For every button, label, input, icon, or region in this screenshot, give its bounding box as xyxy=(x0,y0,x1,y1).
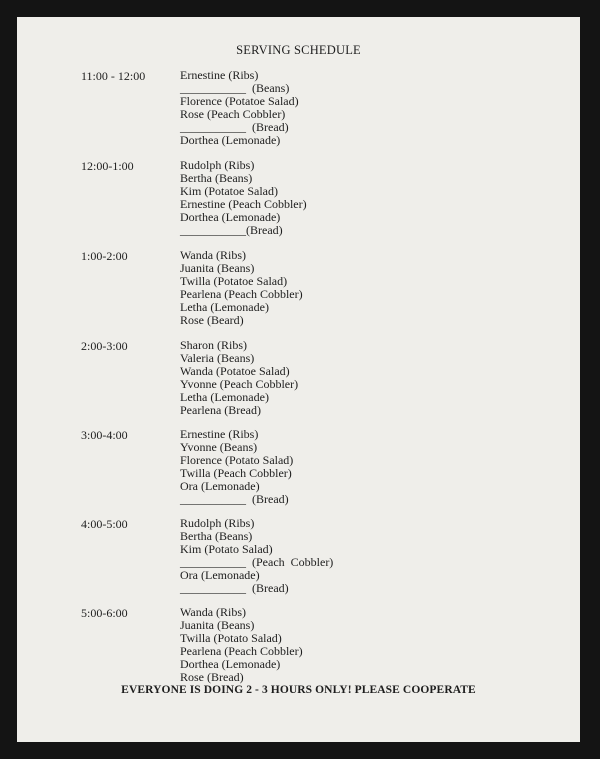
slot-entry: Florence (Potato Salad) xyxy=(180,452,294,467)
slot-entry: Valeria (Beans) xyxy=(180,350,255,365)
slot-entry: Florence (Potatoe Salad) xyxy=(180,93,299,108)
slot-entry: Pearlena (Peach Cobbler) xyxy=(180,643,303,658)
slot-entries xyxy=(180,517,333,594)
slot-entry: ___________ (Beans) xyxy=(180,80,290,95)
slot-entry: Ernestine (Peach Cobbler) xyxy=(180,196,307,211)
slot-entry: Ora (Lemonade) xyxy=(180,478,260,493)
slot-entry: Twilla (Potatoe Salad) xyxy=(180,273,288,288)
slot-entry: Ernestine (Ribs) xyxy=(180,427,259,441)
slot-entries xyxy=(180,249,303,326)
slot-entry: Wanda (Ribs) xyxy=(180,248,247,262)
slot-entry: ___________ (Bread) xyxy=(180,580,289,595)
slot-entries xyxy=(180,606,303,683)
slot-entry: Ernestine (Ribs) xyxy=(180,68,259,82)
slot-entries xyxy=(180,339,298,416)
page-title: SERVING SCHEDULE xyxy=(236,43,361,57)
slot-entry: Dorthea (Lemonade) xyxy=(180,209,281,224)
slot-entry: Wanda (Ribs) xyxy=(180,605,247,619)
slot-entry: Ora (Lemonade) xyxy=(180,567,260,582)
slot-entry: Yvonne (Peach Cobbler) xyxy=(180,376,299,391)
slot-entry: Rudolph (Ribs) xyxy=(180,158,255,172)
slot-entry: ___________(Bread) xyxy=(180,222,283,237)
footer-notice: EVERYONE IS DOING 2 - 3 HOURS ONLY! PLEASE COOPERATE xyxy=(121,684,476,696)
slot-time: 1:00-2:00 xyxy=(81,249,128,263)
slot-entry: Pearlena (Bread) xyxy=(180,402,261,417)
slot-entry: Rose (Bread) xyxy=(180,669,244,684)
slot-entry: Dorthea (Lemonade) xyxy=(180,656,281,671)
slot-entry: Rose (Peach Cobbler) xyxy=(180,106,286,121)
document-page xyxy=(17,17,580,742)
slot-entry: Kim (Potatoe Salad) xyxy=(180,183,278,198)
slot-time: 2:00-3:00 xyxy=(81,339,128,353)
slot-entry: Pearlena (Peach Cobbler) xyxy=(180,286,303,301)
slot-time: 11:00 - 12:00 xyxy=(81,69,146,83)
slot-entry: Rose (Beard) xyxy=(180,312,244,327)
slot-time: 4:00-5:00 xyxy=(81,517,128,531)
slot-entry: Letha (Lemonade) xyxy=(180,389,269,404)
slot-entry: ___________ (Bread) xyxy=(180,119,289,134)
slot-entry: Yvonne (Beans) xyxy=(180,439,258,454)
slot-entry: ___________ (Bread) xyxy=(180,491,289,506)
slot-entries xyxy=(180,69,299,146)
slot-entry: ___________ (Peach Cobbler) xyxy=(180,554,334,569)
slot-time: 12:00-1:00 xyxy=(81,159,134,173)
slot-entry: Bertha (Beans) xyxy=(180,528,253,543)
slot-time: 5:00-6:00 xyxy=(81,606,128,620)
slot-entry: Bertha (Beans) xyxy=(180,170,253,185)
slot-entry: Twilla (Peach Cobbler) xyxy=(180,465,292,480)
slot-entry: Dorthea (Lemonade) xyxy=(180,132,281,147)
slot-entry: Wanda (Potatoe Salad) xyxy=(180,363,290,378)
slot-time: 3:00-4:00 xyxy=(81,428,128,442)
slot-entries xyxy=(180,428,293,505)
slot-entry: Juanita (Beans) xyxy=(180,260,255,275)
slot-entry: Juanita (Beans) xyxy=(180,617,255,632)
slot-entry: Letha (Lemonade) xyxy=(180,299,269,314)
slot-entry: Twilla (Potato Salad) xyxy=(180,630,282,645)
slot-entry: Kim (Potato Salad) xyxy=(180,541,273,556)
slot-entries xyxy=(180,159,307,236)
slot-entry: Sharon (Ribs) xyxy=(180,338,247,352)
slot-entry: Rudolph (Ribs) xyxy=(180,516,255,530)
